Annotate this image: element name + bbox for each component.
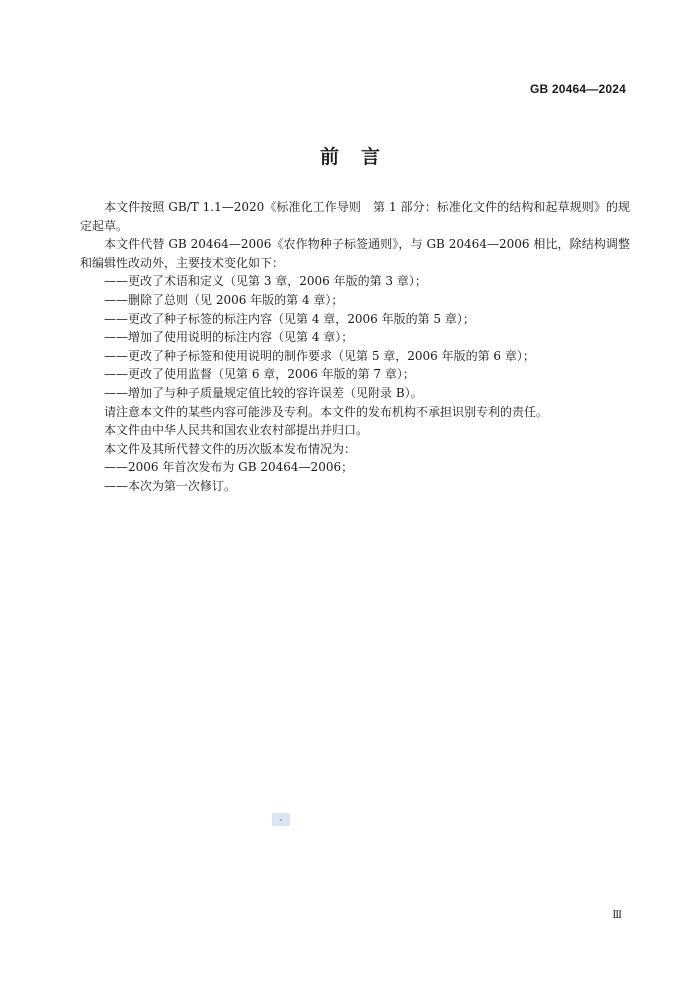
document-code: GB 20464—2024 xyxy=(530,82,626,96)
paragraph-drafting-basis: 本文件按照 GB/T 1.1—2020《标准化工作导则 第 1 部分：标准化文件的结构和起草规则》的规定起草。 xyxy=(80,200,630,233)
change-item: ——更改了术语和定义（见第 3 章，2006 年版的第 3 章）； xyxy=(104,274,427,289)
proposer-statement: 本文件由中华人民共和国农业农村部提出并归口。 xyxy=(104,423,369,438)
paragraph-replacement-statement: 本文件代替 GB 20464—2006《农作物种子标签通则》，与 GB 20464—2006 相比，除结构调整和编辑性改动外，主要技术变化如下： xyxy=(80,237,630,270)
change-item: ——删除了总则（见 2006 年版的第 4 章）； xyxy=(104,292,344,307)
history-item: ——本次为第一次修订。 xyxy=(104,478,237,493)
change-item: ——增加了与种子质量规定值比较的容许误差（见附录 B）。 xyxy=(104,385,423,400)
page-number: Ⅲ xyxy=(612,910,622,921)
publisher-logo-icon: ◆ xyxy=(272,813,290,826)
history-intro: 本文件及其所代替文件的历次版本发布情况为： xyxy=(104,441,357,456)
history-item: ——2006 年首次发布为 GB 20464—2006； xyxy=(104,460,354,475)
change-item: ——增加了使用说明的标注内容（见第 4 章）； xyxy=(104,330,354,345)
change-item: ——更改了使用监督（见第 6 章，2006 年版的第 7 章）； xyxy=(104,367,415,382)
change-item: ——更改了种子标签的标注内容（见第 4 章，2006 年版的第 5 章）； xyxy=(104,311,475,326)
patent-notice: 请注意本文件的某些内容可能涉及专利。本文件的发布机构不承担识别专利的责任。 xyxy=(104,404,549,419)
document-body xyxy=(80,198,630,496)
change-item: ——更改了种子标签和使用说明的制作要求（见第 5 章，2006 年版的第 6 章）； xyxy=(104,348,535,363)
page-title: 前言 xyxy=(319,146,402,168)
